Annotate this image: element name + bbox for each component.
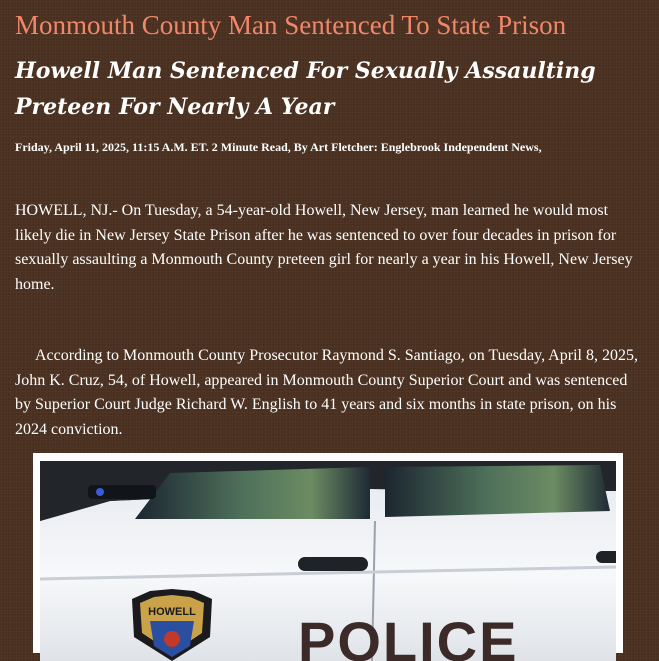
badge-text: HOWELL — [148, 606, 196, 618]
article-paragraph-2: According to Monmouth County Prosecutor Raymond S. Santiago, on Tuesday, April 8, 2025, John K. Cruz, 54, of Howell, appeared in Monmouth County Superior Court and was sentenced by Superior Court Judge Richard W. English to 41 years and six months in state prison, on his 2024 conviction. — [15, 347, 638, 438]
door-police-text: POLICE — [298, 610, 519, 661]
subheadline: Howell Man Sentenced For Sexually Assaulting Preteen For Nearly A Year — [15, 58, 596, 120]
article-photo-frame — [33, 453, 623, 661]
police-car-photo — [40, 461, 616, 661]
rear-window — [385, 465, 610, 517]
article-paragraph-1: HOWELL, NJ.- On Tuesday, a 54-year-old Howell, New Jersey, man learned he would most likely die in New Jersey State Prison after he was sentenced to over four decades in prison for sexually assaulting a Monmouth County preteen girl for nearly a year in his Howell, New Jersey home. — [15, 202, 633, 293]
headline: Monmouth County Man Sentenced To State Prison — [15, 10, 567, 40]
rear-door-handle — [596, 551, 616, 563]
front-window — [135, 467, 370, 519]
byline: Friday, April 11, 2025, 11:15 A.M. ET. 2 Minute Read, By Art Fletcher: Englebrook Independent News, — [15, 140, 542, 154]
front-door-handle — [298, 557, 368, 571]
